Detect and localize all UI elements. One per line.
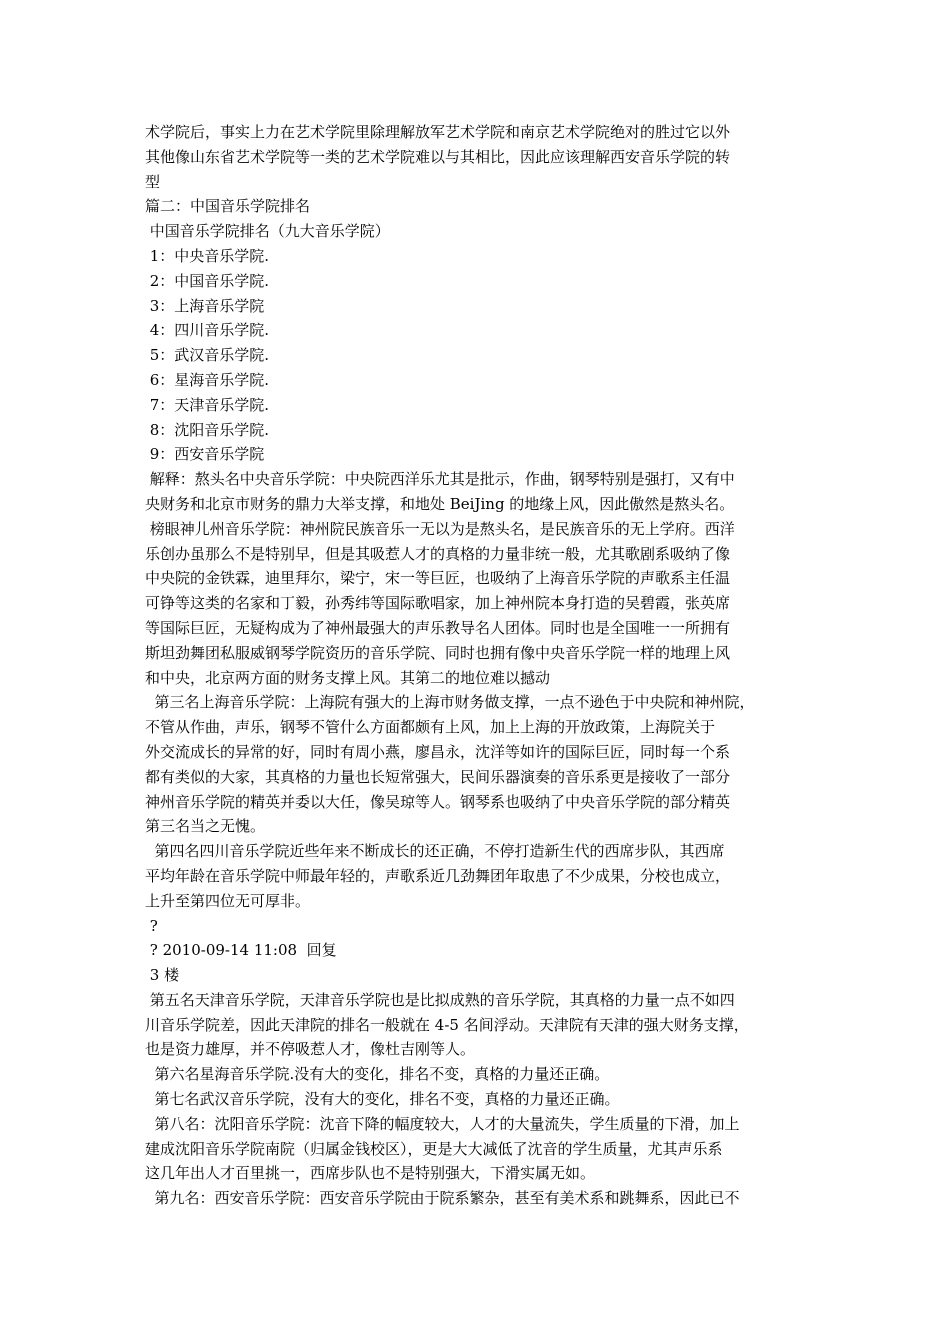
- text-line: 中央院的金铁霖，迪里拜尔，梁宁，宋一等巨匠，也吸纳了上海音乐学院的声歌系主任温: [145, 569, 731, 588]
- text-line: 乐创办虽那么不是特别早，但是其吸惹人才的真格的力量非统一般，尤其歌剧系吸纳了像: [145, 544, 731, 563]
- text-line: 这几年出人才百里挑一，西席步队也不是特别强大，下滑实属无如。: [145, 1164, 596, 1183]
- text-line: 建成沈阳音乐学院南院（归属金钱校区），更是大大减低了沈音的学生质量，尤其声乐系: [145, 1139, 723, 1158]
- text-line: 第八名：沈阳音乐学院：沈音下降的幅度较大，人才的大量流失，学生质量的下滑，加上: [145, 1114, 740, 1133]
- text-line: 3：上海音乐学院: [145, 296, 265, 315]
- text-line: 6：星海音乐学院.: [145, 370, 270, 389]
- text-line: 上升至第四位无可厚非。: [145, 891, 311, 910]
- text-line: 术学院后，事实上力在艺术学院里除理解放军艺术学院和南京艺术学院绝对的胜过它以外: [145, 123, 731, 141]
- text-line: 4：四川音乐学院.: [145, 321, 270, 340]
- text-line: ?: [145, 916, 158, 935]
- text-line: 外交流成长的异常的好，同时有周小燕，廖昌永，沈洋等如许的国际巨匠，同时每一个系: [145, 742, 731, 761]
- text-line: 第五名天津音乐学院，天津音乐学院也是比拟成熟的音乐学院，其真格的力量一点不如四: [145, 990, 735, 1009]
- document-body: [145, 120, 825, 1211]
- text-line: 斯坦劲舞团私服威钢琴学院资历的音乐学院、同时也拥有像中央音乐学院一样的地理上风: [145, 643, 731, 662]
- text-line: 解释：熬头名中央音乐学院：中央院西洋乐尤其是批示，作曲，钢琴特别是强打，又有中: [145, 470, 735, 489]
- text-line: 第四名四川音乐学院近些年来不断成长的还正确，不停打造新生代的西席步队，其西席: [145, 842, 725, 861]
- text-line: 其他像山东省艺术学院等一类的艺术学院难以与其相比，因此应该理解西安音乐学院的转: [145, 147, 731, 166]
- text-line: 不管从作曲，声乐，钢琴不管什么方面都颇有上风，加上上海的开放政策，上海院关于: [145, 718, 716, 737]
- text-line: 7：天津音乐学院.: [145, 395, 270, 414]
- text-line: 第三名当之无愧。: [145, 817, 266, 836]
- text-line: 榜眼神儿州音乐学院：神州院民族音乐一无以为是熬头名，是民族音乐的无上学府。西洋: [145, 519, 735, 538]
- text-line: ? 2010-09-14 11:08 回复: [145, 941, 337, 960]
- text-line: 1：中央音乐学院.: [145, 246, 270, 265]
- text-line: 2：中国音乐学院.: [145, 271, 270, 290]
- text-line: 中国音乐学院排名（九大音乐学院）: [145, 222, 390, 241]
- text-line: 第九名：西安音乐学院：西安音乐学院由于院系繁杂，甚至有美术系和跳舞系，因此已不: [145, 1189, 740, 1208]
- text-line: 9：西安音乐学院: [145, 445, 265, 464]
- text-line: 第七名武汉音乐学院，没有大的变化，排名不变，真格的力量还正确。: [145, 1090, 620, 1109]
- text-line: 等国际巨匠，无疑构成为了神州最强大的声乐教导名人团体。同时也是全国唯一一所拥有: [145, 618, 731, 637]
- text-line: 第三名上海音乐学院：上海院有强大的上海市财务做支撑，一点不逊色于中央院和神州院，: [145, 693, 755, 712]
- text-line: 第六名星海音乐学院.没有大的变化，排名不变，真格的力量还正确。: [145, 1065, 610, 1084]
- text-line: 和中央，北京两方面的财务支撑上风。其第二的地位难以撼动: [145, 668, 551, 687]
- text-line: 5：武汉音乐学院.: [145, 346, 270, 365]
- text-line: 央财务和北京市财务的鼎力大举支撑，和地处 BeiJing 的地缘上风，因此傲然是熬头名。: [145, 494, 735, 513]
- text-line: 也是资力雄厚，并不停吸惹人才，像杜吉刚等人。: [145, 1040, 476, 1059]
- text-line: 8：沈阳音乐学院.: [145, 420, 270, 439]
- text-line: 神州音乐学院的精英并委以大任，像吴琼等人。钢琴系也吸纳了中央音乐学院的部分精英: [145, 792, 731, 811]
- text-line: 川音乐学院差，因此天津院的排名一般就在 4-5 名间浮动。天津院有天津的强大财务支撑，: [145, 1015, 749, 1034]
- text-line: 3 楼: [145, 966, 180, 985]
- text-line: 都有类似的大家，其真格的力量也长短常强大，民间乐器演奏的音乐系更是接收了一部分: [145, 767, 731, 786]
- text-line: 篇二：中国音乐学院排名: [145, 197, 311, 216]
- text-line: 可铮等这类的名家和丁毅，孙秀纬等国际歌唱家，加上神州院本身打造的吴碧霞，张英席: [145, 594, 731, 613]
- text-line: 平均年龄在音乐学院中师最年轻的，声歌系近几劲舞团年取患了不少成果，分校也成立，: [145, 866, 731, 885]
- text-line: 型: [145, 172, 161, 191]
